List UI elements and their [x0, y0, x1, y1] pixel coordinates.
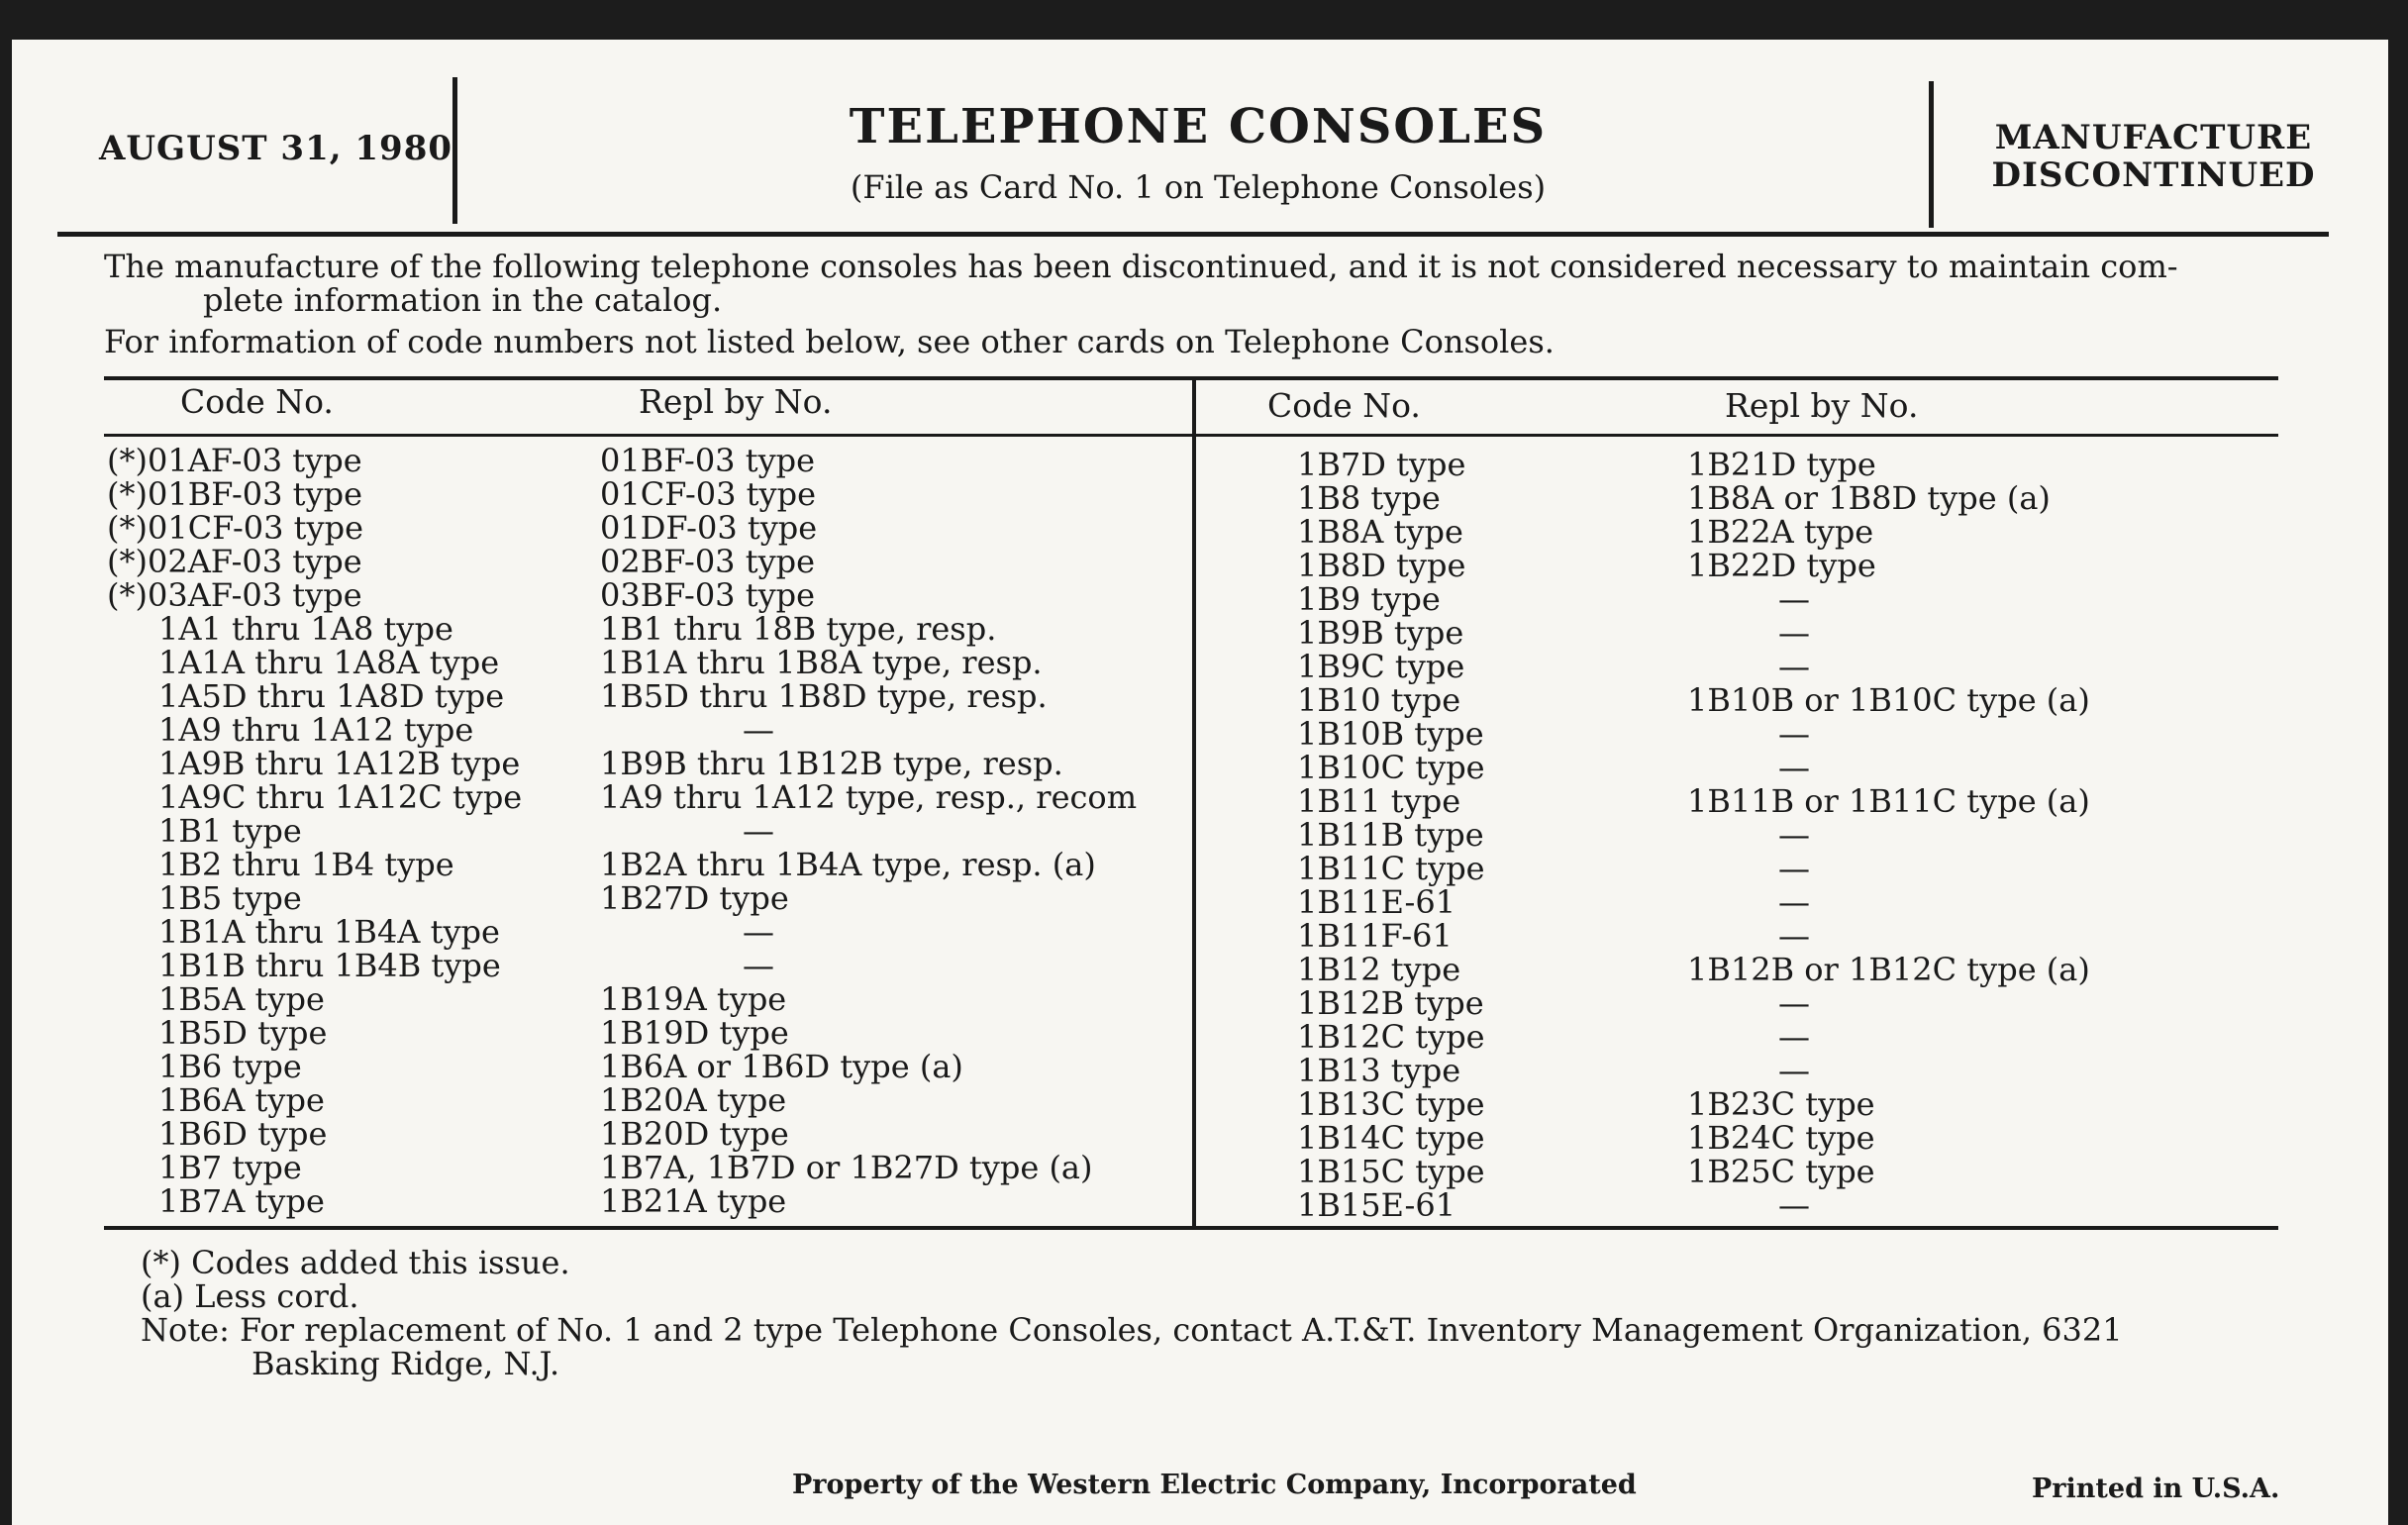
issue-date: AUGUST 31, 1980	[99, 129, 453, 168]
replacement-cell: 03BF-03 type	[600, 576, 816, 614]
code-cell: 1B9 type	[1297, 580, 1441, 618]
footnote-asterisk: (*) Codes added this issue.	[141, 1244, 570, 1281]
replacement-cell: 1B27D type	[600, 879, 789, 917]
code-cell: 1B9B type	[1297, 614, 1464, 652]
code-cell: 1B12B type	[1297, 984, 1484, 1022]
replacement-cell: 1B25C type	[1687, 1153, 1875, 1190]
code-cell: 1B11C type	[1297, 850, 1485, 887]
replacement-cell: 1B22A type	[1687, 513, 1874, 551]
code-cell: 1B11E-61	[1297, 883, 1456, 921]
replacement-cell: 1B20A type	[600, 1081, 787, 1119]
replacement-cell: 1B9B thru 1B12B type, resp.	[600, 745, 1063, 782]
replacement-cell: —	[1778, 984, 1810, 1022]
header-rule	[57, 232, 2329, 237]
code-cell: 1B5A type	[158, 980, 325, 1018]
replacement-cell: 1B5D thru 1B8D type, resp.	[600, 677, 1048, 715]
status-line-2: DISCONTINUED	[1991, 155, 2316, 195]
right-col-code-header: Code No.	[1267, 386, 1421, 425]
table-top-rule	[104, 376, 2278, 380]
replacement-cell: —	[1778, 1186, 1810, 1224]
replacement-cell: 1B12B or 1B12C type (a)	[1687, 951, 2090, 988]
code-cell: 1B10C type	[1297, 749, 1485, 786]
code-cell: 1B11B type	[1297, 816, 1484, 854]
replacement-cell: 1B8A or 1B8D type (a)	[1687, 479, 2051, 517]
replacement-cell: 1B1 thru 18B type, resp.	[600, 610, 997, 648]
code-cell: 1B5D type	[158, 1014, 328, 1052]
code-cell: 1B6D type	[158, 1115, 328, 1153]
code-cell: 1A9B thru 1A12B type	[158, 745, 521, 782]
code-cell: 1B12C type	[1297, 1018, 1485, 1056]
code-cell: (*)01AF-03 type	[107, 442, 362, 479]
code-cell: (*)01BF-03 type	[107, 475, 363, 513]
code-cell: 1A9C thru 1A12C type	[158, 778, 523, 816]
footnotes	[141, 1246, 2319, 1380]
code-cell: 1B6A type	[158, 1081, 325, 1119]
intro-line-2: For information of code numbers not listed below, see other cards on Telephone Consoles.	[104, 323, 1555, 360]
table-bottom-rule	[104, 1226, 2278, 1230]
table-center-divider	[1192, 378, 1196, 1228]
code-cell: 1B7 type	[158, 1149, 302, 1186]
code-cell: 1B10 type	[1297, 681, 1461, 719]
code-cell: 1B6 type	[158, 1048, 302, 1085]
intro-text	[104, 250, 2282, 358]
replacement-cell: —	[1778, 715, 1810, 753]
property-notice: Property of the Western Electric Company, Incorporated	[792, 1470, 1637, 1500]
note-line-2: Basking Ridge, N.J.	[251, 1345, 560, 1382]
replacement-cell: —	[1778, 1052, 1810, 1089]
replacement-cell: —	[1778, 883, 1810, 921]
replacement-cell: 1A9 thru 1A12 type, resp., recom	[600, 778, 1138, 816]
code-cell: 1A9 thru 1A12 type	[158, 711, 474, 749]
replacement-cell: 1B6A or 1B6D type (a)	[600, 1048, 963, 1085]
replacement-cell: —	[1778, 580, 1810, 618]
replacement-cell: 1B7A, 1B7D or 1B27D type (a)	[600, 1149, 1093, 1186]
replacement-cell: —	[1778, 917, 1810, 955]
code-cell: 1B7D type	[1297, 446, 1466, 483]
replacement-cell: 1B19A type	[600, 980, 787, 1018]
page-subtitle: (File as Card No. 1 on Telephone Consoles)	[850, 168, 1547, 206]
replacement-cell: 1B20D type	[600, 1115, 789, 1153]
code-cell: 1B5 type	[158, 879, 302, 917]
replacement-cell: 1B11B or 1B11C type (a)	[1687, 782, 2090, 820]
code-cell: 1B14C type	[1297, 1119, 1485, 1157]
replacement-cell: 1B10B or 1B10C type (a)	[1687, 681, 2090, 719]
code-cell: 1A1 thru 1A8 type	[158, 610, 453, 648]
code-cell: (*)03AF-03 type	[107, 576, 362, 614]
code-cell: (*)01CF-03 type	[107, 509, 363, 547]
code-cell: 1B1A thru 1B4A type	[158, 913, 500, 951]
replacement-cell: —	[1778, 850, 1810, 887]
note-line-1: Note: For replacement of No. 1 and 2 type Telephone Consoles, contact A.T.&T. Inventory Management Organization, 6321	[141, 1311, 2123, 1349]
footnote-a: (a) Less cord.	[141, 1277, 359, 1315]
code-cell: (*)02AF-03 type	[107, 543, 362, 580]
code-cell: 1B13C type	[1297, 1085, 1485, 1123]
replacement-cell: 01CF-03 type	[600, 475, 817, 513]
page-title: TELEPHONE CONSOLES	[849, 99, 1548, 154]
replacement-cell: 01BF-03 type	[600, 442, 816, 479]
replacement-cell: 1B22D type	[1687, 547, 1876, 584]
right-col-repl-header: Repl by No.	[1725, 386, 1919, 425]
replacement-cell: 1B1A thru 1B8A type, resp.	[600, 644, 1043, 681]
code-cell: 1B15C type	[1297, 1153, 1485, 1190]
table-header-rule	[104, 434, 2278, 437]
code-cell: 1B8D type	[1297, 547, 1466, 584]
replacement-cell: 01DF-03 type	[600, 509, 818, 547]
replacement-cell: —	[1778, 1018, 1810, 1056]
replacement-cell: 1B19D type	[600, 1014, 789, 1052]
code-cell: 1B8 type	[1297, 479, 1441, 517]
intro-line-1: The manufacture of the following telephone consoles has been discontinued, and it is not considered necessary to maintain com-	[104, 248, 2178, 285]
replacement-cell: 1B2A thru 1B4A type, resp. (a)	[600, 846, 1096, 883]
replacement-cell: 1B21D type	[1687, 446, 1876, 483]
code-cell: 1B8A type	[1297, 513, 1463, 551]
replacement-cell: 1B24C type	[1687, 1119, 1875, 1157]
code-cell: 1B9C type	[1297, 648, 1465, 685]
code-cell: 1B1 type	[158, 812, 302, 850]
replacement-cell: —	[1778, 749, 1810, 786]
code-cell: 1A1A thru 1A8A type	[158, 644, 500, 681]
code-cell: 1B11 type	[1297, 782, 1461, 820]
replacement-cell: —	[743, 947, 774, 984]
replacement-cell: —	[1778, 614, 1810, 652]
replacement-cell: 1B23C type	[1687, 1085, 1875, 1123]
status-line-1: MANUFACTURE	[1994, 118, 2313, 157]
code-cell: 1A5D thru 1A8D type	[158, 677, 505, 715]
code-cell: 1B11F-61	[1297, 917, 1453, 955]
left-col-code-header: Code No.	[180, 382, 334, 421]
replacement-cell: —	[743, 913, 774, 951]
replacement-cell: —	[743, 711, 774, 749]
code-cell: 1B10B type	[1297, 715, 1484, 753]
printed-notice: Printed in U.S.A.	[2032, 1474, 2280, 1504]
code-cell: 1B7A type	[158, 1182, 325, 1220]
header-divider-right	[1929, 81, 1934, 228]
code-cell: 1B12 type	[1297, 951, 1461, 988]
header-divider-left	[452, 77, 457, 224]
code-cell: 1B1B thru 1B4B type	[158, 947, 501, 984]
code-cell: 1B13 type	[1297, 1052, 1461, 1089]
code-cell: 1B15E-61	[1297, 1186, 1456, 1224]
left-col-repl-header: Repl by No.	[639, 382, 833, 421]
status-label	[1946, 119, 2361, 194]
replacement-cell: —	[743, 812, 774, 850]
replacement-cell: 02BF-03 type	[600, 543, 816, 580]
replacement-cell: 1B21A type	[600, 1182, 787, 1220]
code-cell: 1B2 thru 1B4 type	[158, 846, 454, 883]
replacement-cell: —	[1778, 816, 1810, 854]
intro-line-1b: plete information in the catalog.	[203, 281, 723, 319]
replacement-cell: —	[1778, 648, 1810, 685]
